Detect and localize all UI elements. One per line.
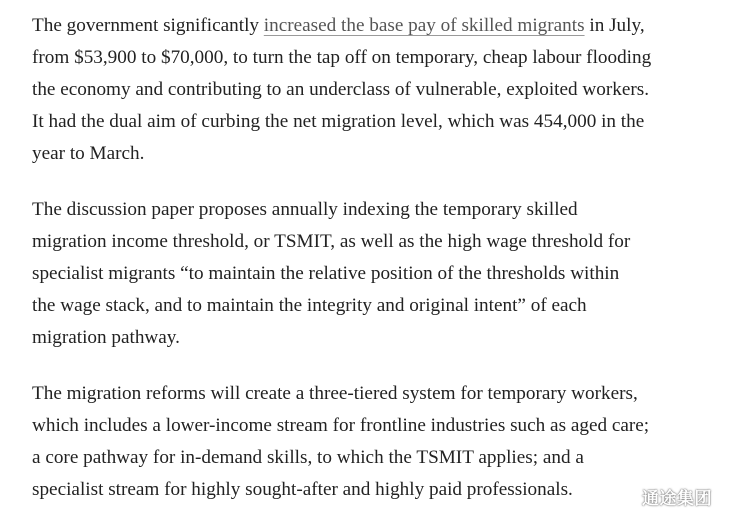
paragraph-1-line-4: It had the dual aim of curbing the net migration level, which was 454,000 in the <box>32 111 645 132</box>
paragraph-3-line-2: which includes a lower-income stream for frontline industries such as aged care; <box>32 415 650 436</box>
watermark-text: 通途集团 <box>642 489 712 509</box>
paragraph-2-line-2: migration income threshold, or TSMIT, as well as the high wage threshold for <box>32 231 631 252</box>
paragraph-3-line-1: The migration reforms will create a three-tiered system for temporary workers, <box>32 383 638 404</box>
paragraph-1-line-3: the economy and contributing to an underclass of vulnerable, exploited workers. <box>32 79 650 100</box>
article-body <box>32 10 722 521</box>
watermark <box>608 484 712 509</box>
paragraph-1-line-2: from $53,900 to $70,000, to turn the tap off on temporary, cheap labour flooding <box>32 47 652 68</box>
paragraph-2-line-4: the wage stack, and to maintain the integrity and original intent” of each <box>32 295 587 316</box>
skilled-migrants-pay-link[interactable]: increased the base pay of skilled migrants <box>263 15 585 36</box>
paragraph-2-line-3: specialist migrants “to maintain the relative position of the thresholds within <box>32 263 620 284</box>
paragraph-1-line-5: year to March. <box>32 143 145 164</box>
paragraph-3-line-3: a core pathway for in-demand skills, to which the TSMIT applies; and a <box>32 447 584 468</box>
paragraph-1-line-1 <box>32 10 722 42</box>
paragraph-1-line-1-post: in July, <box>584 15 645 36</box>
paragraph-2-line-5: migration pathway. <box>32 327 180 348</box>
paragraph-2 <box>32 194 722 354</box>
paragraph-1-line-1-pre: The government significantly <box>32 15 264 36</box>
paragraph-3-line-4: specialist stream for highly sought-after and highly paid professionals. <box>32 479 573 500</box>
wechat-icon <box>608 486 634 508</box>
paragraph-2-line-1: The discussion paper proposes annually indexing the temporary skilled <box>32 199 578 220</box>
paragraph-1 <box>32 10 722 170</box>
